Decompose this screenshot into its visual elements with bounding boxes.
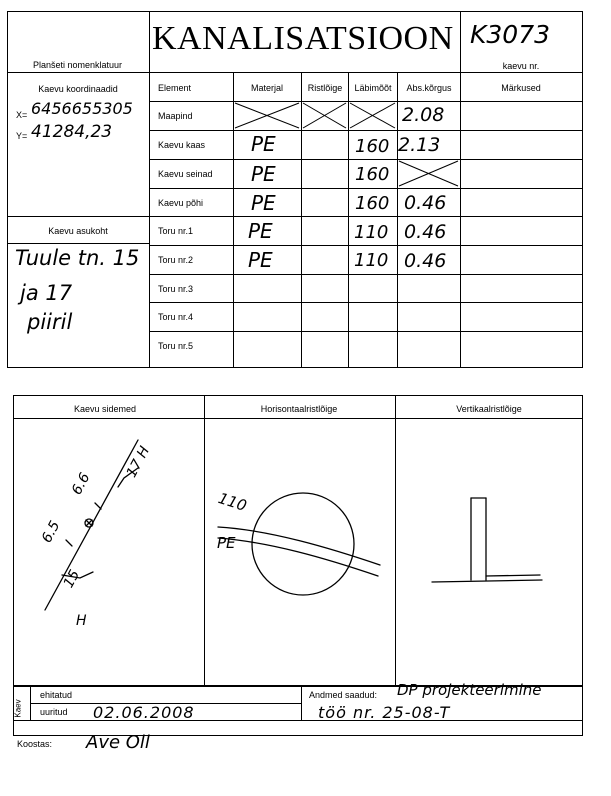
well-number-label: kaevu nr.	[502, 61, 540, 71]
kaev-label: Kaev	[13, 699, 23, 718]
ehitatud-label: ehitatud	[40, 690, 73, 700]
horisontaal-label: Horisontaalristlõige	[260, 404, 338, 414]
table-row-label: Toru nr.5	[158, 341, 194, 351]
table-cell: PE	[251, 191, 276, 215]
location-line-2: ja 17	[20, 281, 73, 305]
table-row-label: Toru nr.2	[158, 255, 194, 265]
divider	[301, 686, 302, 720]
y-coordinate: 41284,23	[31, 122, 113, 142]
x-prefix: X=	[16, 110, 28, 120]
location-line-1: Tuule tn. 15	[15, 246, 140, 270]
table-cell: PE	[248, 248, 273, 272]
uuritud-date: 02.06.2008	[93, 703, 195, 722]
table-cell: 160	[355, 164, 390, 185]
table-header: Materjal	[250, 83, 284, 93]
table-cell: PE	[251, 162, 276, 186]
vertikaal-label: Vertikaalristlõige	[456, 404, 522, 414]
table-header: Element	[158, 83, 192, 93]
page-title: KANALISATSIOON	[152, 20, 454, 57]
table-cell: 110	[354, 222, 389, 243]
table-row-label: Kaevu kaas	[158, 140, 206, 150]
table-cell: 160	[355, 193, 390, 214]
table-header: Läbimõõt	[354, 83, 392, 93]
sidemed-mark: 6.5	[38, 518, 64, 546]
table-row-label: Toru nr.3	[158, 284, 194, 294]
table-cell: 2.08	[402, 104, 445, 126]
x-coordinate: 6456655305	[31, 99, 133, 118]
table-cell: 0.46	[404, 192, 447, 214]
table-cell: PE	[251, 132, 276, 156]
table-cell: 0.46	[404, 250, 447, 272]
sidemed-mark: 6.6	[68, 470, 94, 498]
table-cell: 2.13	[398, 134, 441, 156]
table-cell: 0.46	[404, 221, 447, 243]
table-row-label: Kaevu põhi	[158, 198, 204, 208]
table-row-label: Kaevu seinad	[158, 169, 213, 179]
plansheet-label: Planšeti nomenklatuur	[33, 60, 123, 70]
table-cell: 110	[354, 250, 389, 271]
table-header: Märkused	[501, 83, 541, 93]
table-cell: 160	[355, 136, 390, 157]
andmed-label: Andmed saadud:	[309, 690, 378, 700]
sidemed-mark: 15	[60, 567, 84, 591]
koostas-value: Ave Oll	[86, 732, 150, 753]
table-row-label: Maapind	[158, 111, 193, 121]
table-cell: PE	[248, 219, 273, 243]
location-line-3: piiril	[27, 310, 73, 334]
andmed-work-number: töö nr. 25-08-T	[318, 703, 451, 722]
sidemed-label: Kaevu sidemed	[73, 404, 137, 414]
sidemed-mark: 17 H	[123, 443, 154, 481]
well-number: K3073	[470, 20, 551, 49]
table-row-label: Toru nr.1	[158, 226, 194, 236]
coordinates-label: Kaevu koordinaadid	[38, 84, 118, 94]
table-header: Abs.kõrgus	[406, 83, 452, 93]
sidemed-mark: H	[76, 613, 87, 629]
table-header: Ristlõige	[307, 83, 343, 93]
location-label: Kaevu asukoht	[48, 226, 108, 236]
y-prefix: Y=	[16, 131, 28, 141]
table-row-label: Toru nr.4	[158, 312, 194, 322]
andmed-source: DP projekteerimine	[397, 681, 542, 699]
pipe-diameter-label: 110	[216, 489, 249, 516]
pipe-material-label: PE	[217, 534, 236, 552]
koostas-label: Koostas:	[17, 739, 53, 749]
uuritud-label: uuritud	[40, 707, 68, 717]
